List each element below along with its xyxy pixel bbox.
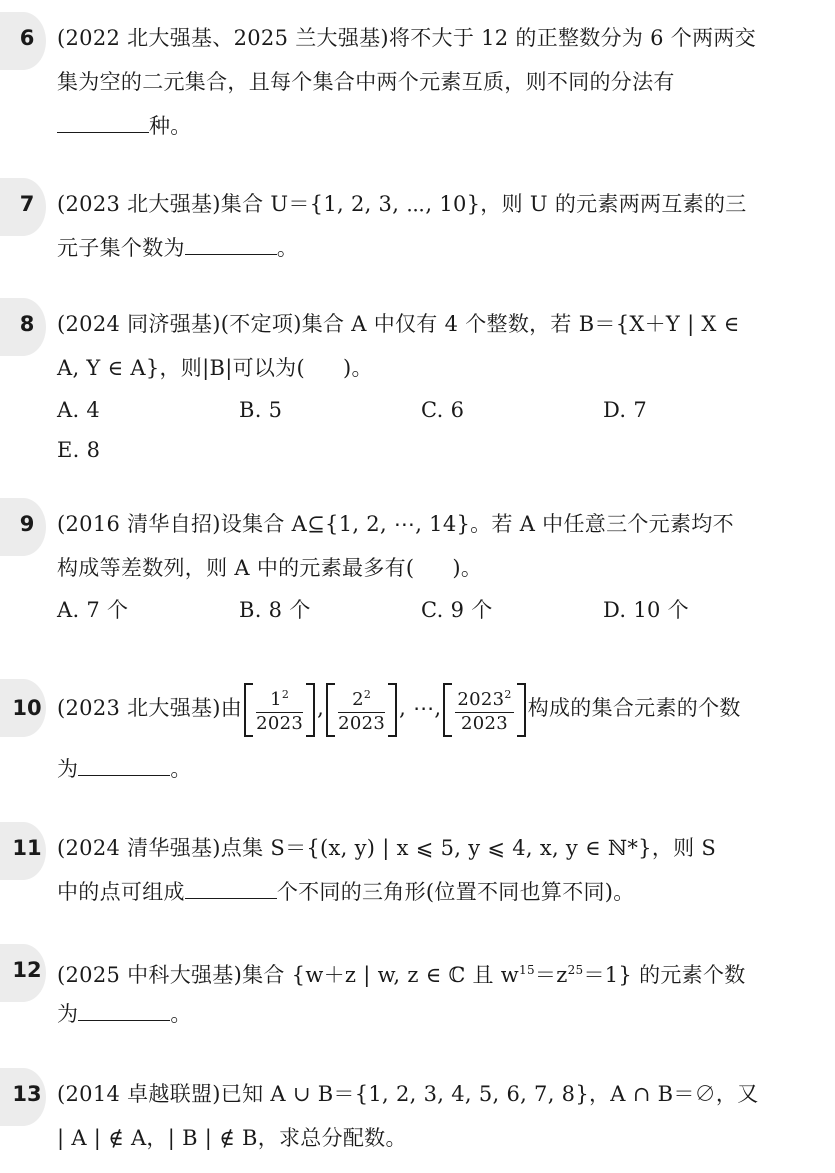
separator: ,	[317, 696, 325, 720]
answer-line	[57, 870, 822, 914]
answer-line	[57, 104, 822, 148]
option-b[interactable]: B. 8 个	[239, 598, 311, 622]
problem-number: 6	[19, 26, 35, 50]
exponent: 15	[519, 963, 535, 977]
denominator: 2023	[461, 713, 509, 734]
problem-number: 11	[12, 836, 42, 860]
bracket-left	[244, 683, 253, 737]
exponent: 25	[567, 963, 584, 977]
answer-blank[interactable]	[185, 872, 277, 899]
problem-line: (2022 北大强基、2025 兰大强基)将不大于 12 的正整数分为 6 个两两交	[57, 26, 757, 50]
problem-text	[57, 948, 822, 1036]
blank-suffix: 种。	[149, 114, 192, 138]
blank-suffix: 。	[170, 1002, 192, 1026]
blank-prefix: 为	[57, 1002, 79, 1026]
option-c[interactable]: C. 9 个	[421, 598, 493, 622]
fraction	[335, 684, 388, 735]
options-row	[57, 430, 822, 470]
problem-prefix: (2023 北大强基)由	[57, 696, 243, 720]
bracket-left	[326, 683, 335, 737]
answer-blank[interactable]	[185, 228, 277, 255]
numerator-base: 2023	[457, 689, 505, 710]
blank-prefix: 中的点可组成	[57, 880, 185, 904]
blank-suffix: 个不同的三角形(位置不同也算不同)。	[276, 880, 635, 904]
floor-fraction	[326, 683, 397, 737]
problem-text	[57, 826, 822, 914]
answer-line	[57, 992, 822, 1036]
floor-fraction	[443, 683, 525, 737]
line-part: (2025 中科大强基)集合 {w＋z | w, z ∈ ℂ 且 w	[57, 963, 520, 987]
blank-suffix: 。	[276, 236, 299, 260]
floor-fraction	[244, 683, 315, 737]
problem-line	[57, 546, 822, 590]
denominator: 2023	[338, 713, 386, 734]
blank-prefix: 元子集个数为	[57, 236, 185, 260]
problem-line: (2014 卓越联盟)已知 A ∪ B＝{1, 2, 3, 4, 5, 6, 7, 8}，A ∩ B＝∅，又	[57, 1082, 759, 1106]
line-part: ＝1} 的元素个数	[583, 963, 746, 987]
problem-line: (2024 清华强基)点集 S＝{(x, y) | x ⩽ 5, y ⩽ 4, x, y ∈ ℕ*}，则 S	[57, 836, 717, 860]
bracket-right	[306, 683, 315, 737]
answer-line	[57, 747, 822, 791]
problem-text	[57, 302, 822, 470]
fraction	[253, 684, 306, 735]
numerator-exponent: 2	[281, 688, 290, 701]
problem-text	[57, 16, 822, 148]
option-b[interactable]: B. 5	[239, 398, 283, 422]
paren-suffix: )。	[452, 556, 483, 580]
options-row	[57, 590, 822, 630]
bracket-right	[517, 683, 526, 737]
problem-line: | A | ∉ A，| B | ∉ B，求总分配数。	[57, 1126, 407, 1150]
problem-line: (2016 清华自招)设集合 A⊆{1, 2, ⋯, 14}。若 A 中任意三个元素均不	[57, 512, 734, 536]
problem-text	[57, 1072, 822, 1160]
answer-line	[57, 226, 822, 270]
answer-blank[interactable]	[78, 749, 170, 776]
paren-suffix: )。	[342, 356, 373, 380]
answer-blank[interactable]	[78, 994, 170, 1021]
line-part: ＝z	[534, 963, 568, 987]
problem-number: 9	[19, 512, 35, 536]
problem-line-text: 构成等差数列，则 A 中的元素最多有(	[57, 556, 415, 580]
problem-line	[57, 346, 822, 390]
problem-number: 8	[19, 312, 35, 336]
denominator: 2023	[256, 713, 304, 734]
numerator-base: 1	[270, 689, 282, 710]
fraction	[452, 684, 516, 735]
option-d[interactable]: D. 10 个	[603, 598, 689, 622]
blank-suffix: 。	[170, 757, 192, 781]
numerator-base: 2	[352, 689, 364, 710]
numerator-exponent: 2	[363, 688, 372, 701]
option-c[interactable]: C. 6	[421, 398, 465, 422]
problem-number: 7	[19, 192, 35, 216]
problem-line	[57, 675, 822, 741]
option-a[interactable]: A. 7 个	[57, 598, 129, 622]
problem-line-text: A, Y ∈ A}，则|B|可以为(	[57, 356, 305, 380]
options-row	[57, 390, 822, 430]
bracket-left	[443, 683, 452, 737]
blank-prefix: 为	[57, 757, 79, 781]
answer-blank[interactable]	[57, 106, 149, 133]
numerator-exponent: 2	[504, 688, 512, 701]
problem-text	[57, 502, 822, 630]
option-d[interactable]: D. 7	[603, 398, 647, 422]
problem-number: 13	[12, 1082, 42, 1106]
problem-line: (2024 同济强基)(不定项)集合 A 中仅有 4 个整数，若 B＝{X＋Y | X ∈	[57, 312, 740, 336]
problem-line: 集为空的二元集合，且每个集合中两个元素互质，则不同的分法有	[57, 70, 675, 94]
problem-suffix: 构成的集合元素的个数	[527, 696, 741, 720]
problem-text	[57, 182, 822, 270]
numerator	[268, 684, 291, 712]
problem-text	[57, 675, 822, 791]
separator: , ⋯,	[399, 696, 442, 720]
numerator	[350, 684, 373, 712]
problem-number: 12	[12, 958, 42, 982]
problem-number: 10	[12, 696, 42, 720]
option-a[interactable]: A. 4	[57, 398, 101, 422]
numerator	[455, 684, 513, 712]
problem-line: (2023 北大强基)集合 U＝{1, 2, 3, ⋯, 10}，则 U 的元素两两互素的三	[57, 192, 747, 216]
problem-line	[57, 948, 822, 992]
bracket-right	[388, 683, 397, 737]
option-e[interactable]: E. 8	[57, 438, 101, 462]
